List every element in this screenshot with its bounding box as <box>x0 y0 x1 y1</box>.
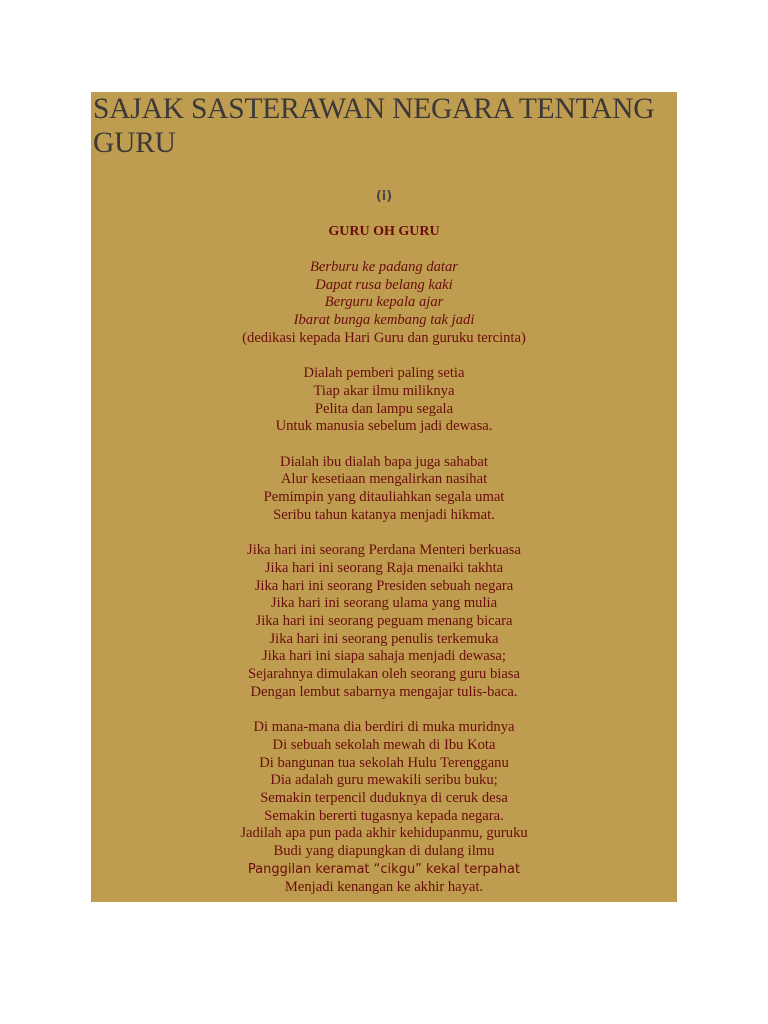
section-numeral: (i) <box>375 189 393 204</box>
stanza-2 <box>91 454 677 525</box>
poem-line: Dengan lembut sabarnya mengajar tulis-baca. <box>250 683 518 700</box>
poem-line: Jika hari ini seorang ulama yang mulia <box>270 595 498 612</box>
poem-line: Berburu ke padang datar <box>310 259 458 275</box>
stanza-1 <box>91 365 677 436</box>
stanza-3 <box>91 542 677 701</box>
poem-line: Dia adalah guru mewakili seribu buku; <box>270 772 498 789</box>
poem-line: Seribu tahun katanya menjadi hikmat. <box>273 506 495 523</box>
poem-line: Budi yang diapungkan di dulang ilmu <box>273 843 495 860</box>
poem-line: Semakin bererti tugasnya kepada negara. <box>264 807 504 824</box>
poem-body <box>91 259 677 902</box>
dedication-line: (dedikasi kepada Hari Guru dan guruku tercinta) <box>242 329 526 346</box>
poem-line: Semakin terpencil duduknya di ceruk desa <box>260 790 508 807</box>
poem-line: Jika hari ini seorang Perdana Menteri berkuasa <box>247 542 521 559</box>
document-page <box>91 92 677 902</box>
poem-line: Jika hari ini seorang Raja menaiki takhta <box>264 559 504 576</box>
poem-line: Di mana-mana dia berdiri di muka muridnya <box>253 719 515 736</box>
poem-line: Pelita dan lampu segala <box>314 400 454 417</box>
poem-line: Jadilah apa pun pada akhir kehidupanmu, guruku <box>240 825 528 842</box>
stanza-4 <box>91 719 677 896</box>
poem-line: Menjadi kenangan ke akhir hayat. <box>284 878 484 895</box>
poem-line: Di bangunan tua sekolah Hulu Terengganu <box>259 754 509 771</box>
poem-line: Jika hari ini siapa sahaja menjadi dewasa; <box>262 648 506 665</box>
poem-line: Berguru kepala ajar <box>324 294 444 311</box>
poem-line: Panggilan keramat “cikgu” kekal terpahat <box>247 861 521 877</box>
poem-line: Tiap akar ilmu miliknya <box>313 382 455 399</box>
poem-line: Jika hari ini seorang penulis terkemuka <box>269 630 499 647</box>
poem-line: Jika hari ini seorang Presiden sebuah negara <box>254 577 514 594</box>
page-title: SAJAK SASTERAWAN NEGARA TENTANG GURU <box>93 93 655 159</box>
poem-line: Dialah pemberi paling setia <box>303 365 465 382</box>
poem-line: Ibarat bunga kembang tak jadi <box>293 312 475 329</box>
poem-line: Untuk manusia sebelum jadi dewasa. <box>275 418 493 435</box>
epigraph-stanza <box>91 259 677 348</box>
poem-line: Sejarahnya dimulakan oleh seorang guru biasa <box>248 666 520 683</box>
poem-line: Dapat rusa belang kaki <box>315 276 453 293</box>
poem-line: Dialah ibu dialah bapa juga sahabat <box>280 453 488 470</box>
poem-line: Di sebuah sekolah mewah di Ibu Kota <box>272 736 496 753</box>
poem-title: GURU OH GURU <box>328 224 440 239</box>
poem-line: Jika hari ini seorang peguam menang bicara <box>255 613 513 630</box>
poem-line: Pemimpin yang ditauliahkan segala umat <box>263 489 505 506</box>
poem-line: Alur kesetiaan mengalirkan nasihat <box>280 471 488 488</box>
